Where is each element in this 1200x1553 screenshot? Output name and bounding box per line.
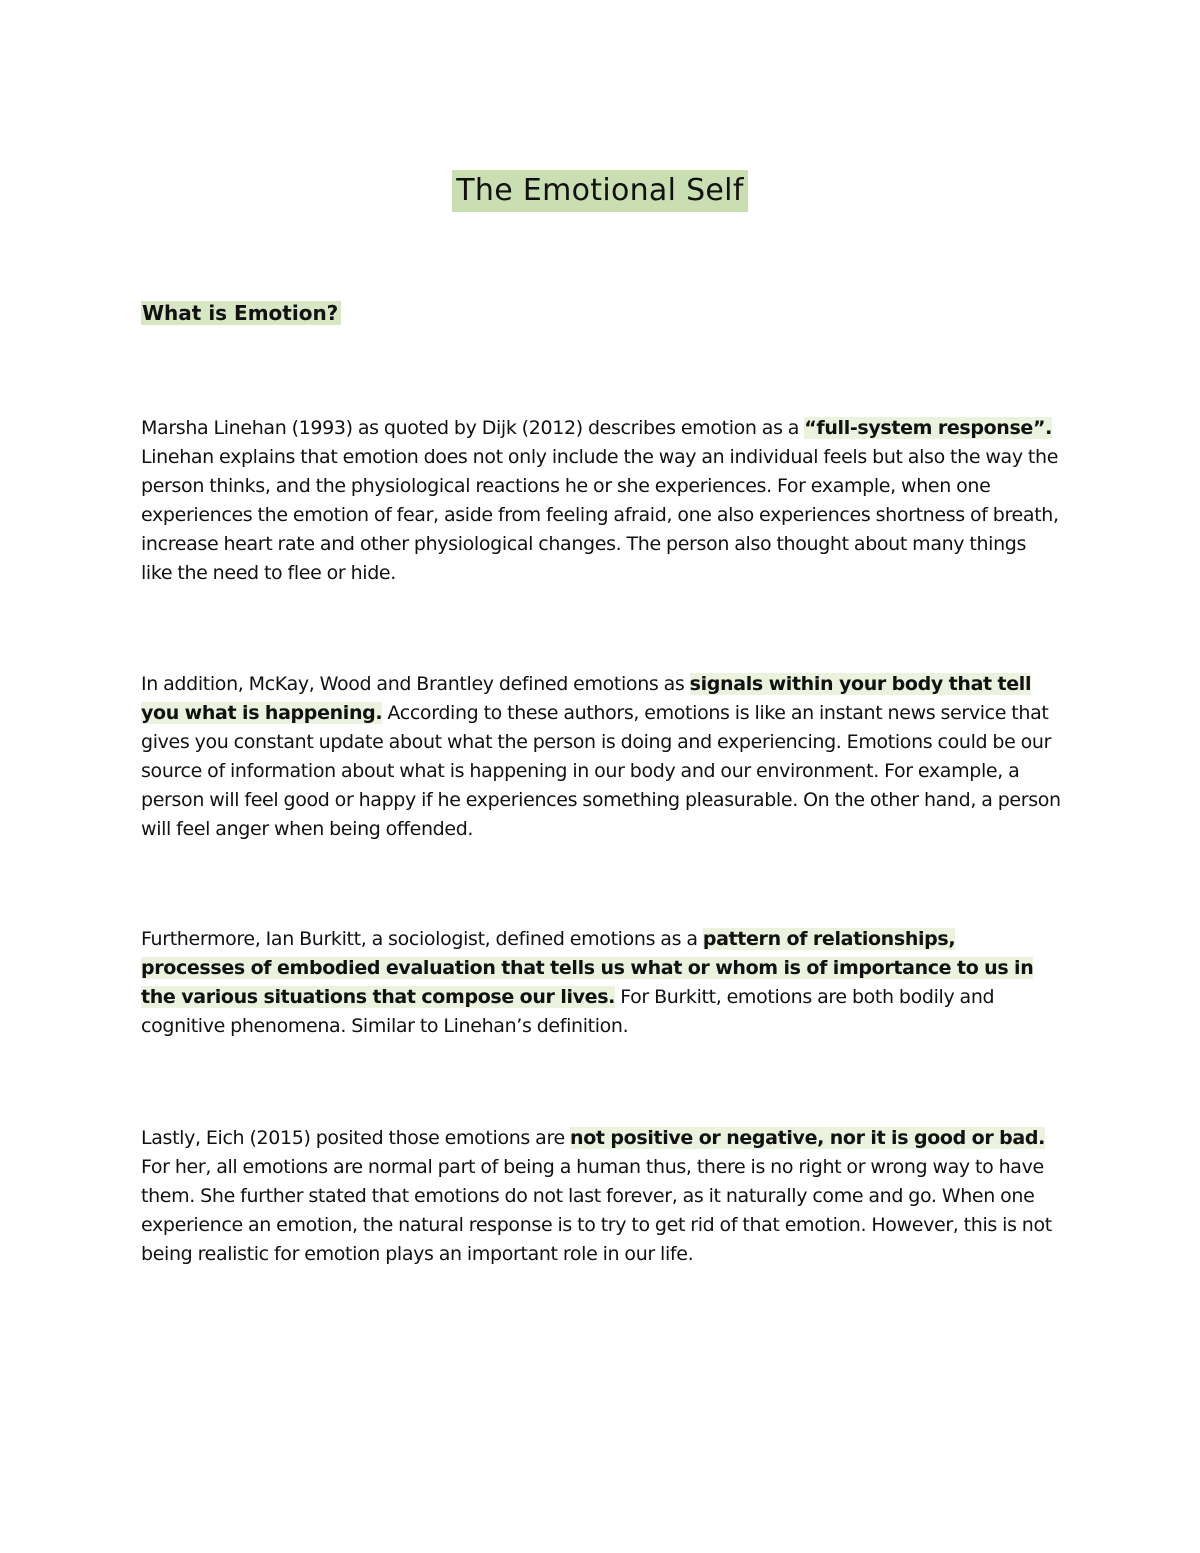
paragraph-text: In addition, McKay, Wood and Brantley defined emotions as xyxy=(141,673,690,695)
paragraph-eich xyxy=(141,1124,1061,1269)
paragraph-text: For Burkitt, emotions are both bodily and cognitive phenomena. Similar to Linehan’s definition. xyxy=(141,986,995,1037)
paragraph-burkitt xyxy=(141,925,1061,1041)
document-title xyxy=(0,170,1200,212)
highlighted-phrase: “full-system response”. xyxy=(804,417,1052,439)
highlighted-phrase: signals within your body that tell you what is happening. xyxy=(141,673,1032,724)
paragraph-text: For her, all emotions are normal part of being a human thus, there is no right or wrong way to have them. She further stated that emotions do not last forever, as it naturally come and go. When one experience an emotion, the natural response is to try to get rid of that emotion. However, this is not being realistic for emotion plays an important role in our life. xyxy=(141,1156,1052,1265)
paragraph-text: Marsha Linehan (1993) as quoted by Dijk (2012) describes emotion as a xyxy=(141,417,805,439)
section-heading xyxy=(141,298,341,328)
paragraph-text: Lastly, Eich (2015) posited those emotions are xyxy=(141,1127,571,1149)
paragraph-linehan xyxy=(141,414,1061,588)
section-heading-text: What is Emotion? xyxy=(141,301,341,325)
title-text: The Emotional Self xyxy=(452,170,747,212)
highlighted-phrase: not positive or negative, nor it is good or bad. xyxy=(570,1127,1045,1149)
paragraph-text: Furthermore, Ian Burkitt, a sociologist, defined emotions as a xyxy=(141,928,703,950)
paragraph-mckay xyxy=(141,670,1061,844)
paragraph-text: According to these authors, emotions is like an instant news service that gives you constant update about what the person is doing and experiencing. Emotions could be our source of information about what is happening in our body and our environment. For example, a person will feel good or happy if he experiences something pleasurable. On the other hand, a person will feel anger when being offended. xyxy=(141,702,1061,840)
highlighted-phrase: pattern of relationships, processes of embodied evaluation that tells us what or whom is of importance to us in the various situations that compose our lives. xyxy=(141,928,1034,1008)
paragraph-text: Linehan explains that emotion does not only include the way an individual feels but also the way the person thinks, and the physiological reactions he or she experiences. For example, when one experiences the emotion of fear, aside from feeling afraid, one also experiences shortness of breath, increase heart rate and other physiological changes. The person also thought about many things like the need to flee or hide. xyxy=(141,446,1059,584)
